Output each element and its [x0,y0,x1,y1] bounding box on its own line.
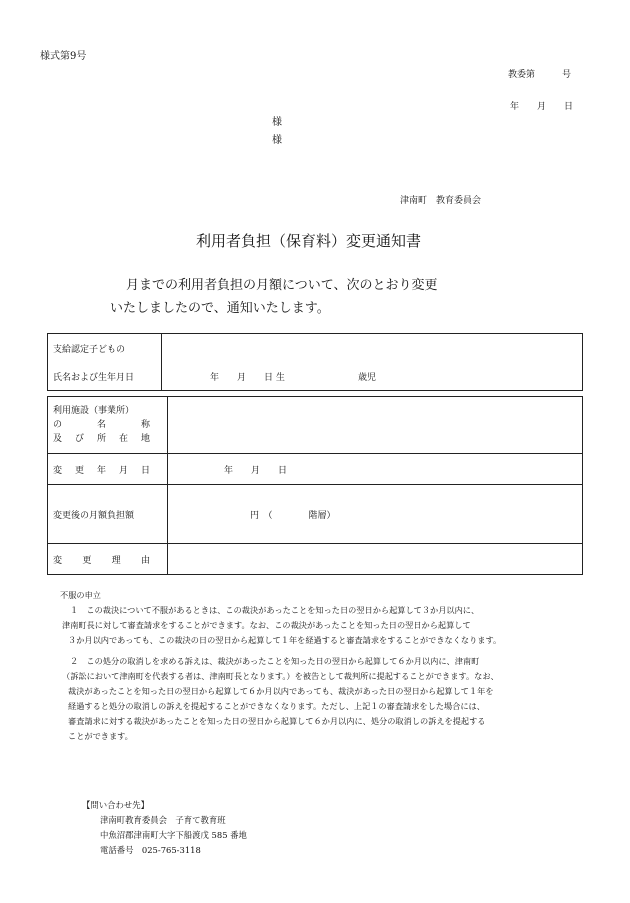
amount-field[interactable] [168,485,583,544]
contact-address: 中魚沼郡津南町大字下船渡戊 585 番地 [100,830,247,840]
reason-field[interactable] [168,544,583,575]
reason-label: 変 更 理 由 [48,544,168,575]
facility-label-address: 及 び 所 在 地 [53,434,150,444]
issue-date: 年 月 日 [510,102,574,112]
child-name-field[interactable] [162,334,583,363]
issuer-name: 津南町 教育委員会 [400,196,482,206]
amount-value: 円 （ 階層） [250,511,336,521]
facility-label-name: の 名 称 [53,420,150,430]
recipient-suffix-2: 様 [272,135,282,146]
age-suffix-text: 歳児 [358,373,377,383]
child-birth-field[interactable] [162,362,583,391]
contact-info [82,798,247,858]
lead-line-2: いたしましたので、通知いたします。 [110,301,330,316]
objection-notice [60,588,501,744]
change-details-table [47,396,583,575]
form-number: 様式第9号 [40,51,87,62]
facility-label-line1: 利用施設（事業所） [53,406,135,416]
objection-line-8: 審査請求に対する裁決があったことを知った日の翌日から起算して６か月以内に、処分の取消しの訴えを提起する [68,716,486,726]
contact-heading: 【問い合わせ先】 [82,800,149,810]
objection-line-4: ２ この処分の取消しを求める訴えは、裁決があったことを知った日の翌日から起算して６か月以内に、津南町 [70,656,480,666]
objection-line-3: ３か月以内であっても、この裁決の日の翌日から起算して１年を経過すると審査請求をすることができなくなります。 [68,635,502,645]
child-info-table [47,333,583,391]
contact-dept: 津南町教育委員会 子育て教育班 [100,815,226,825]
birth-date-text: 年 月 日 生 [210,373,285,383]
lead-line-1: 月までの利用者負担の月額について、次のとおり変更 [126,278,438,293]
objection-line-6: 裁決があったことを知った日の翌日から起算して６か月以内であっても、裁決があった日の翌日から起算して１年を [68,686,494,696]
change-date-label: 変 更 年 月 日 [48,454,168,485]
amount-label: 変更後の月額負担額 [48,485,168,544]
objection-line-2: 津南町長に対して審査請求をすることができます。なお、この裁決があったことを知った日の翌日から起算して [62,620,471,630]
document-title: 利用者負担（保育料）変更通知書 [196,232,422,250]
change-date-value: 年 月 日 [224,466,288,476]
facility-label [48,397,168,454]
recipient-suffix-1: 様 [272,117,282,128]
change-date-field[interactable] [168,454,583,485]
facility-field[interactable] [168,397,583,454]
child-label-top: 支給認定子どもの [48,334,162,363]
objection-line-7: 経過すると処分の取消しの訴えを提起することができなくなります。ただし、上記１の審査請求をした場合には、 [68,701,485,711]
objection-line-5: （訴訟において津南町を代表する者は、津南町長となります。）を被告として裁判所に提起することができます。なお、 [62,671,499,681]
objection-heading: 不服の申立 [60,590,101,600]
contact-phone: 電話番号 025-765-3118 [100,845,201,855]
reference-number: 教委第 号 [508,70,572,80]
objection-line-9: ことができます。 [68,731,133,741]
objection-line-1: １ この裁決について不服があるときは、この裁決があったことを知った日の翌日から起算して３か月以内に、 [70,605,480,615]
child-label-bottom: 氏名および生年月日 [48,362,162,391]
